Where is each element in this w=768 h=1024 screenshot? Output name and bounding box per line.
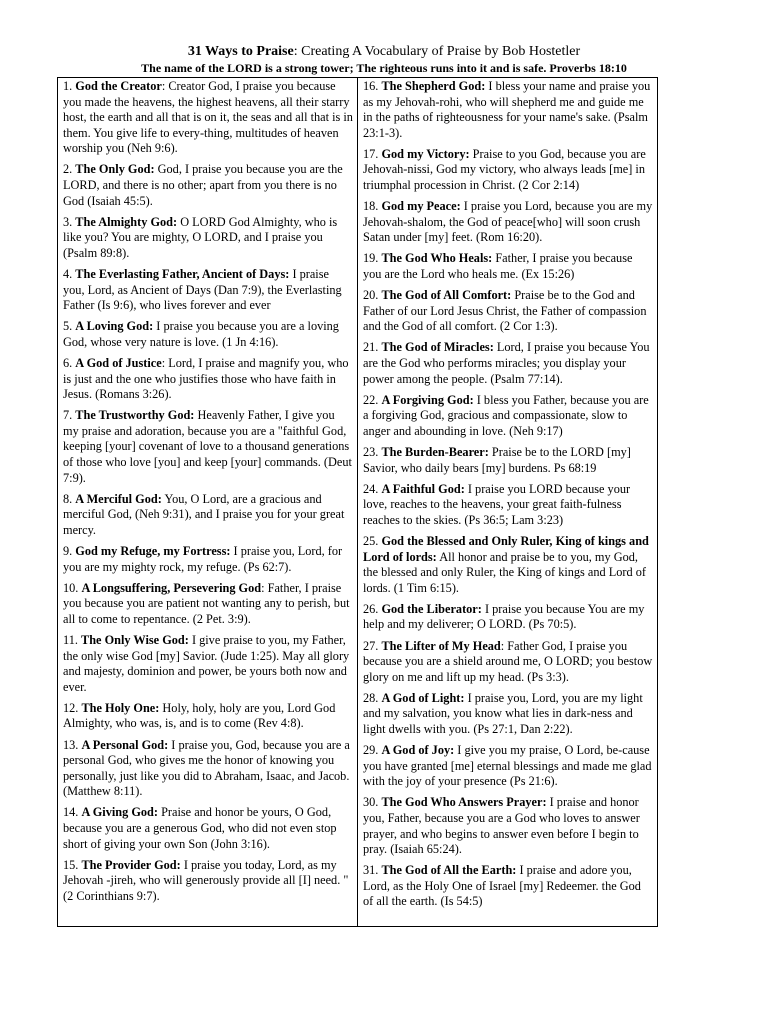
entry-text: Heavenly Father, I give you my praise and adoration, because you are a "faithful God, keeping [your] covenant of love to a thousand generations of those who love [you] and keep [your] commands. (Deut 7:9). [63,408,352,485]
entry-name: A Giving God: [81,805,158,820]
entry-number: 31. [363,863,382,878]
entry-number: 9. [63,544,76,559]
praise-entry [63,162,353,209]
entry-text: I give praise to you, my Father, the only wise God [my] Savior. (Jude 1:25). May all glory and majesty, dominion and power, be yours both now and ever. [63,633,350,694]
entry-name: The Provider God: [81,857,181,872]
entry-number: 1. [63,79,76,93]
entry-number: 24. [363,481,382,496]
praise-entry [63,492,353,539]
entry-number: 11. [63,633,81,647]
praise-entry [363,863,653,910]
entry-name: A Loving God: [75,319,154,334]
entry-text: I praise you today, Lord, as my Jehovah -jireh, who will generously provide all [I] need. " (2 Corinthians 9:7). [63,857,349,903]
entry-separator: : [161,79,169,93]
entry-number: 10. [63,580,82,595]
proverb-verse: The name of the LORD is a strong tower; The righteous runs into it and is safe. Proverbs 18:10 [141,61,627,75]
entry-name: God my Victory: [381,146,470,161]
entry-text: I praise you LORD because your love, reaches to the heavens, your great faith-fulness reaches to the skies. (Ps 36:5; Lam 3:23) [363,481,631,527]
entry-text: Praise be to the LORD [my] Savior, who daily bears [my] burdens. Ps 68:19 [363,444,631,475]
entry-name: The God Who Heals: [381,251,493,266]
entry-name: God the Creator [75,79,162,93]
entry-number: 19. [363,251,382,266]
entry-number: 18. [363,199,382,214]
entry-number: 28. [363,690,382,705]
entry-text: Creator God, I praise you because you made the heavens, the highest heavens, all their starry host, the earth and all that is on it, the seas and all that is in them. You give life to every-thing, multitudes of heaven worship you (Neh 9:6). [63,79,353,156]
praise-entry [363,482,653,529]
entry-text: I praise and honor you, Father, because you are a God who loves to answer prayer, and who begins to answer even before I begin to pray. (Isaiah 65:24). [363,795,640,857]
entry-name: The God of Miracles: [381,340,494,355]
entry-name: God the Blessed and Only Ruler, King of kings and Lord of lords: [363,533,649,564]
entry-text: I bless your name and praise you as my Jehovah-rohi, who will shepherd me and guide me in the paths of righteousness for your name's sake. (Psalm 23:1-3). [363,79,651,140]
entry-number: 6. [63,356,76,370]
entry-text: I praise you, Lord, as Ancient of Days (Dan 7:9), the Everlasting Father (Is 9:6), who lives forever and ever [63,267,342,313]
entry-text: I praise you, Lord, you are my light and my salvation, you know what lies in dark-ness and light dwells with you. (Ps 27:1, Dan 2:22). [363,690,643,736]
praise-entry [63,408,353,486]
praise-entry [363,251,653,282]
entry-text: I praise you, Lord, for you are my mighty rock, my refuge. (Ps 62:7). [63,544,343,574]
praise-entry [63,79,353,157]
entry-name: The God of All the Earth: [381,863,517,878]
entry-name: The God of All Comfort: [381,288,512,303]
entry-text: I praise you, God, because you are a personal God, who gives me the honor of knowing you personally, just like you did to Abraham, Isaac, and Jacob. (Matthew 8:11). [63,737,350,799]
entry-number: 12. [63,700,82,715]
entry-name: A God of Light: [381,690,465,705]
entry-number: 26. [363,601,382,616]
title-rest: : Creating A Vocabulary of Praise by Bob Hostetler [293,44,581,59]
entry-name: A Faithful God: [381,481,465,496]
entry-text: Holy, holy, holy are you, Lord God Almighty, who was, is, and is to come (Rev 4:8). [63,700,336,731]
entry-text: You, O Lord, are a gracious and merciful God, (Neh 9:31), and I praise you for your great mercy. [63,491,345,537]
praise-entry [363,340,653,387]
entry-text: God, I praise you because you are the LORD, and there is no other; apart from you there is no God (Isaiah 45:5). [63,162,343,208]
entry-number: 7. [63,408,76,423]
praise-entry [363,288,653,335]
praise-entry [63,701,353,732]
praise-entry [63,319,353,350]
praise-entry [363,445,653,476]
entry-number: 8. [63,491,76,506]
praise-entry [63,633,353,695]
entry-text: Praise be to the God and Father of our Lord Jesus Christ, the Father of compassion and the God of all comfort. (2 Cor 1:3). [363,288,647,334]
entry-name: The Only Wise God: [81,633,189,647]
praise-entry [63,544,353,575]
title-bold: 31 Ways to Praise [187,44,294,59]
praise-entry [63,581,353,628]
entry-number: 23. [363,444,382,459]
praise-entry [63,267,353,314]
praise-entry [363,534,653,596]
praise-entry [363,199,653,246]
entry-name: A Longsuffering, Persevering God [81,580,262,595]
entry-text: I praise you because you are a loving God, whose very nature is love. (1 Jn 4:16). [63,319,339,349]
entry-separator: : [500,638,508,653]
entry-number: 25. [363,533,382,548]
entry-number: 15. [63,857,82,872]
entry-number: 29. [363,743,382,758]
entry-text: Father, I praise you because you are the Lord who heals me. (Ex 15:26) [363,251,633,282]
entry-name: The Everlasting Father, Ancient of Days: [75,267,290,282]
entry-number: 4. [63,267,76,282]
entry-name: A God of Joy: [381,743,455,758]
entry-number: 22. [363,392,382,407]
entry-number: 5. [63,319,76,334]
entry-text: O LORD God Almighty, who is like you? You are mighty, O LORD, and I praise you (Psalm 89:8). [63,214,338,260]
entry-name: The Only God: [75,162,155,177]
entry-text: Lord, I praise you because You are the God who performs miracles; you display your power among the people. (Psalm 77:14). [363,340,650,386]
praise-entry [63,356,353,403]
entry-text: I praise and adore you, Lord, as the Holy One of Israel [my] Redeemer. the God of all the earth. (Is 54:5) [363,863,641,909]
entry-text: I give you my praise, O Lord, be-cause you have granted [me] eternal blessings and made me glad with the joy of your presence (Ps 21:6). [363,743,652,789]
entry-name: God my Refuge, my Fortress: [75,544,231,559]
entry-separator: : [161,356,169,370]
praise-entry [363,639,653,686]
entry-name: The Lifter of My Head [381,638,501,653]
entry-name: The Holy One: [81,700,160,715]
entry-number: 2. [63,162,76,177]
praise-entry [363,602,653,633]
entry-number: 20. [363,288,382,303]
entry-text: Lord, I praise and magnify you, who is just and the one who justifies those who have faith in Jesus. (Romans 3:26). [63,356,349,402]
praise-entry [63,215,353,262]
entry-name: The Shepherd God: [381,79,486,93]
entry-name: The Almighty God: [75,214,178,229]
entry-text: All honor and praise be to you, my God, the blessed and only Ruler, the King of kings and Lord of lords. (1 Tim 6:15). [363,549,646,595]
right-column [358,78,657,926]
praise-entry [63,858,353,905]
entry-text: I praise you because You are my help and my deliverer; O LORD. (Ps 70:5). [363,601,645,632]
entry-name: God my Peace: [381,199,461,214]
entry-number: 14. [63,805,82,820]
entry-text: Praise and honor be yours, O God, because you are a generous God, who did not even stop short of giving your own Son (John 3:16). [63,805,337,851]
praise-entry [63,738,353,800]
entry-number: 13. [63,737,82,752]
praise-entry [363,743,653,790]
entry-text: Father God, I praise you because you are a shield around me, O LORD; you bestow glory on me and lift up my head. (Ps 3:3). [363,638,653,684]
entry-number: 16. [363,79,382,93]
entry-name: A Merciful God: [75,491,162,506]
entry-number: 3. [63,214,76,229]
entry-number: 21. [363,340,382,355]
entry-number: 30. [363,795,382,810]
entry-name: The Trustworthy God: [75,408,195,423]
page-title [0,44,768,60]
entry-separator: : [261,580,268,595]
praise-entry [363,691,653,738]
entry-name: God the Liberator: [381,601,482,616]
praise-entry [363,147,653,194]
entry-number: 27. [363,638,382,653]
entry-text: I bless you Father, because you are a forgiving God, gracious and compassionate, slow to anger and abounding in love. (Neh 9:17) [363,392,649,438]
entry-text: Praise to you God, because you are Jehovah-nissi, God my victory, who always leads [me] in triumphal procession in Christ. (2 Cor 2:14) [363,146,646,193]
praise-entry [363,393,653,440]
entry-text: Father, I praise you because you are patient not wanting any to perish, but all to come to repentance. (2 Pet. 3:9). [63,580,350,626]
entry-name: The God Who Answers Prayer: [381,795,547,810]
entry-text: I praise you Lord, because you are my Jehovah-shalom, the God of peace[who] will soon crush Satan under [my] feet. (Rom 16:20). [363,199,653,245]
praise-entry [363,79,653,141]
entry-name: The Burden-Bearer: [381,444,489,459]
entry-name: A Forgiving God: [381,392,474,407]
left-column [58,78,358,926]
entry-number: 17. [363,146,382,161]
entry-name: A Personal God: [81,737,169,752]
praise-entry [363,795,653,857]
praise-entry [63,805,353,852]
entry-name: A God of Justice [75,356,162,370]
praise-table [57,77,658,927]
